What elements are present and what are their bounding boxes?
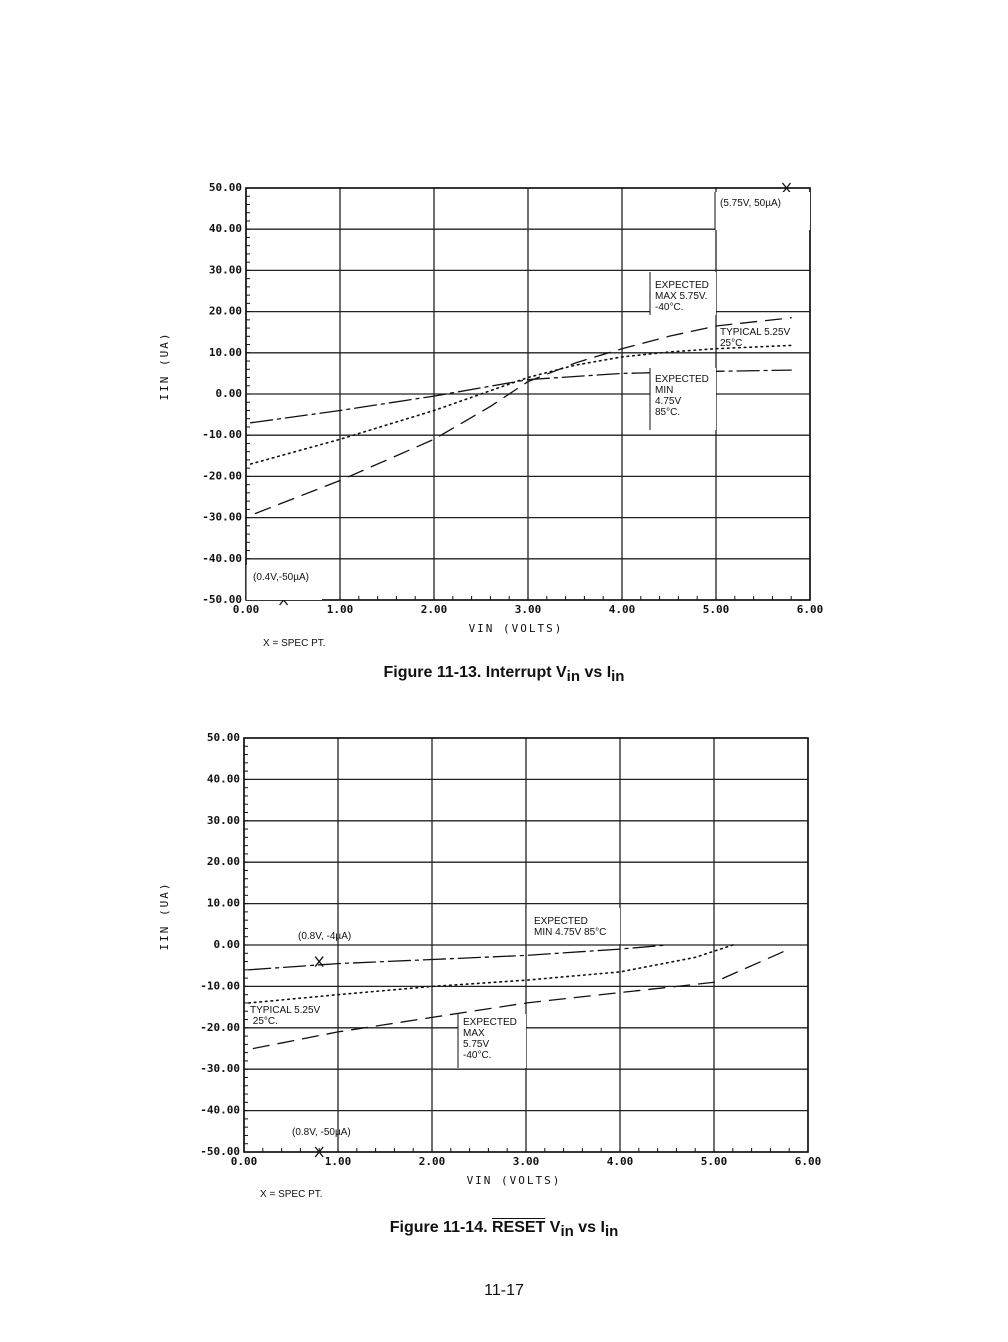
y-tick-label: 50.00 — [208, 181, 242, 194]
x-tick-label: 5.00 — [700, 1155, 728, 1168]
y-tick-label: 10.00 — [206, 896, 240, 910]
annotation — [292, 1127, 351, 1138]
y-tick-label: -40.00 — [200, 1103, 240, 1117]
annotation-line: 25°C — [720, 338, 743, 349]
y-tick-label: 50.00 — [206, 731, 240, 744]
caption-text: Figure 11-14. — [389, 1219, 492, 1236]
chart-interrupt-vin-iin — [0, 0, 1008, 650]
y-tick-label: 20.00 — [206, 855, 240, 869]
annotation-line: MIN — [655, 385, 674, 396]
y-tick-label: 0.00 — [215, 387, 242, 400]
x-tick-label: 1.00 — [324, 1155, 352, 1168]
grid — [244, 738, 808, 1152]
annotation-line: EXPECTED — [463, 1017, 517, 1028]
annotation-line: 5.75V — [463, 1039, 490, 1050]
x-tick-label: 0.00 — [230, 1155, 258, 1168]
annotation-line: MAX 5.75V. — [655, 291, 708, 302]
annotation — [298, 931, 351, 942]
annotation — [458, 1014, 526, 1068]
annotation-line: 4.75V — [655, 396, 682, 407]
annotation-line: EXPECTED — [655, 374, 709, 385]
y-tick-label: -20.00 — [202, 469, 242, 483]
y-tick-label: 40.00 — [206, 772, 240, 786]
spec-point-legend: X = SPEC PT. — [263, 638, 326, 649]
annotation-line: MAX — [463, 1028, 485, 1039]
caption-text: Figure 11-13. Interrupt V — [383, 664, 567, 681]
x-axis-label: VIN (VOLTS) — [468, 622, 564, 635]
annotation-text — [298, 931, 351, 942]
x-tick-label: 6.00 — [796, 603, 824, 616]
annotation-line: MIN 4.75V 85°C — [534, 927, 607, 938]
caption-reset-overline: RESET — [491, 1219, 546, 1236]
y-tick-label: 30.00 — [208, 263, 242, 277]
annotation-line: (0.4V,-50µA) — [253, 572, 309, 583]
annotation-text — [250, 1005, 321, 1027]
annotation-line: -40°C. — [655, 302, 684, 313]
x-tick-label: 3.00 — [514, 603, 542, 616]
annotation — [246, 565, 322, 600]
y-tick-label: 30.00 — [206, 813, 240, 827]
annotation-line: 85°C. — [655, 407, 681, 418]
annotation-line: EXPECTED — [655, 280, 709, 291]
x-tick-label: 0.00 — [232, 603, 260, 616]
annotation-line: (0.8V, -50µA) — [292, 1127, 351, 1138]
annotation-line: 25°C. — [250, 1016, 278, 1027]
annotation — [650, 368, 716, 430]
x-tick-label: 5.00 — [702, 603, 730, 616]
annotation — [715, 192, 810, 230]
y-tick-label: -10.00 — [202, 428, 242, 442]
x-tick-label: 4.00 — [608, 603, 636, 616]
annotation-line: TYPICAL 5.25V — [250, 1005, 321, 1016]
annotation-text — [292, 1127, 351, 1138]
figure-caption-11-14 — [0, 1219, 1008, 1240]
x-tick-label: 1.00 — [326, 603, 354, 616]
y-tick-label: 20.00 — [208, 304, 242, 318]
y-axis-label: IIN (UA) — [158, 881, 171, 951]
series-line — [249, 945, 733, 1003]
y-tick-label: -50.00 — [200, 1145, 240, 1158]
annotation-line: -40°C. — [463, 1050, 492, 1061]
y-tick-label: 0.00 — [213, 938, 240, 951]
x-tick-label: 2.00 — [418, 1155, 446, 1168]
grid — [246, 188, 810, 600]
caption-text: vs I — [573, 1219, 605, 1236]
x-tick-label: 2.00 — [420, 603, 448, 616]
caption-text: vs I — [580, 664, 612, 681]
caption-subscript: in — [611, 668, 625, 685]
annotation-line: (5.75V, 50µA) — [720, 198, 781, 209]
caption-subscript: in — [566, 668, 580, 685]
x-tick-label: 3.00 — [512, 1155, 540, 1168]
x-tick-label: 6.00 — [794, 1155, 822, 1168]
annotation — [650, 272, 716, 315]
x-tick-label: 4.00 — [606, 1155, 634, 1168]
y-tick-label: -20.00 — [200, 1020, 240, 1034]
y-tick-label: 10.00 — [208, 345, 242, 359]
annotation-line: EXPECTED — [534, 916, 588, 927]
caption-text: V — [545, 1219, 561, 1236]
annotation — [526, 908, 620, 944]
y-axis-label: IIN (UA) — [158, 331, 171, 401]
spec-point-legend: X = SPEC PT. — [260, 1189, 323, 1200]
caption-subscript: in — [604, 1223, 619, 1240]
caption-subscript: in — [560, 1223, 574, 1240]
y-tick-label: -50.00 — [202, 593, 242, 606]
annotation — [250, 1005, 321, 1027]
page-number: 11-17 — [484, 1282, 524, 1299]
annotation-text — [253, 572, 309, 583]
chart-reset-vin-iin — [0, 700, 1008, 1220]
annotation-line: (0.8V, -4µA) — [298, 931, 352, 942]
series-line — [249, 945, 667, 970]
y-tick-label: -30.00 — [200, 1062, 240, 1076]
x-axis-label: VIN (VOLTS) — [466, 1174, 562, 1187]
annotation-text — [720, 198, 781, 209]
y-tick-label: -40.00 — [202, 551, 242, 565]
y-tick-label: 40.00 — [208, 222, 242, 236]
figure-caption-11-13 — [0, 664, 1008, 685]
y-tick-label: -30.00 — [202, 510, 242, 524]
annotation-line: TYPICAL 5.25V — [720, 327, 791, 338]
y-tick-label: -10.00 — [200, 979, 240, 993]
